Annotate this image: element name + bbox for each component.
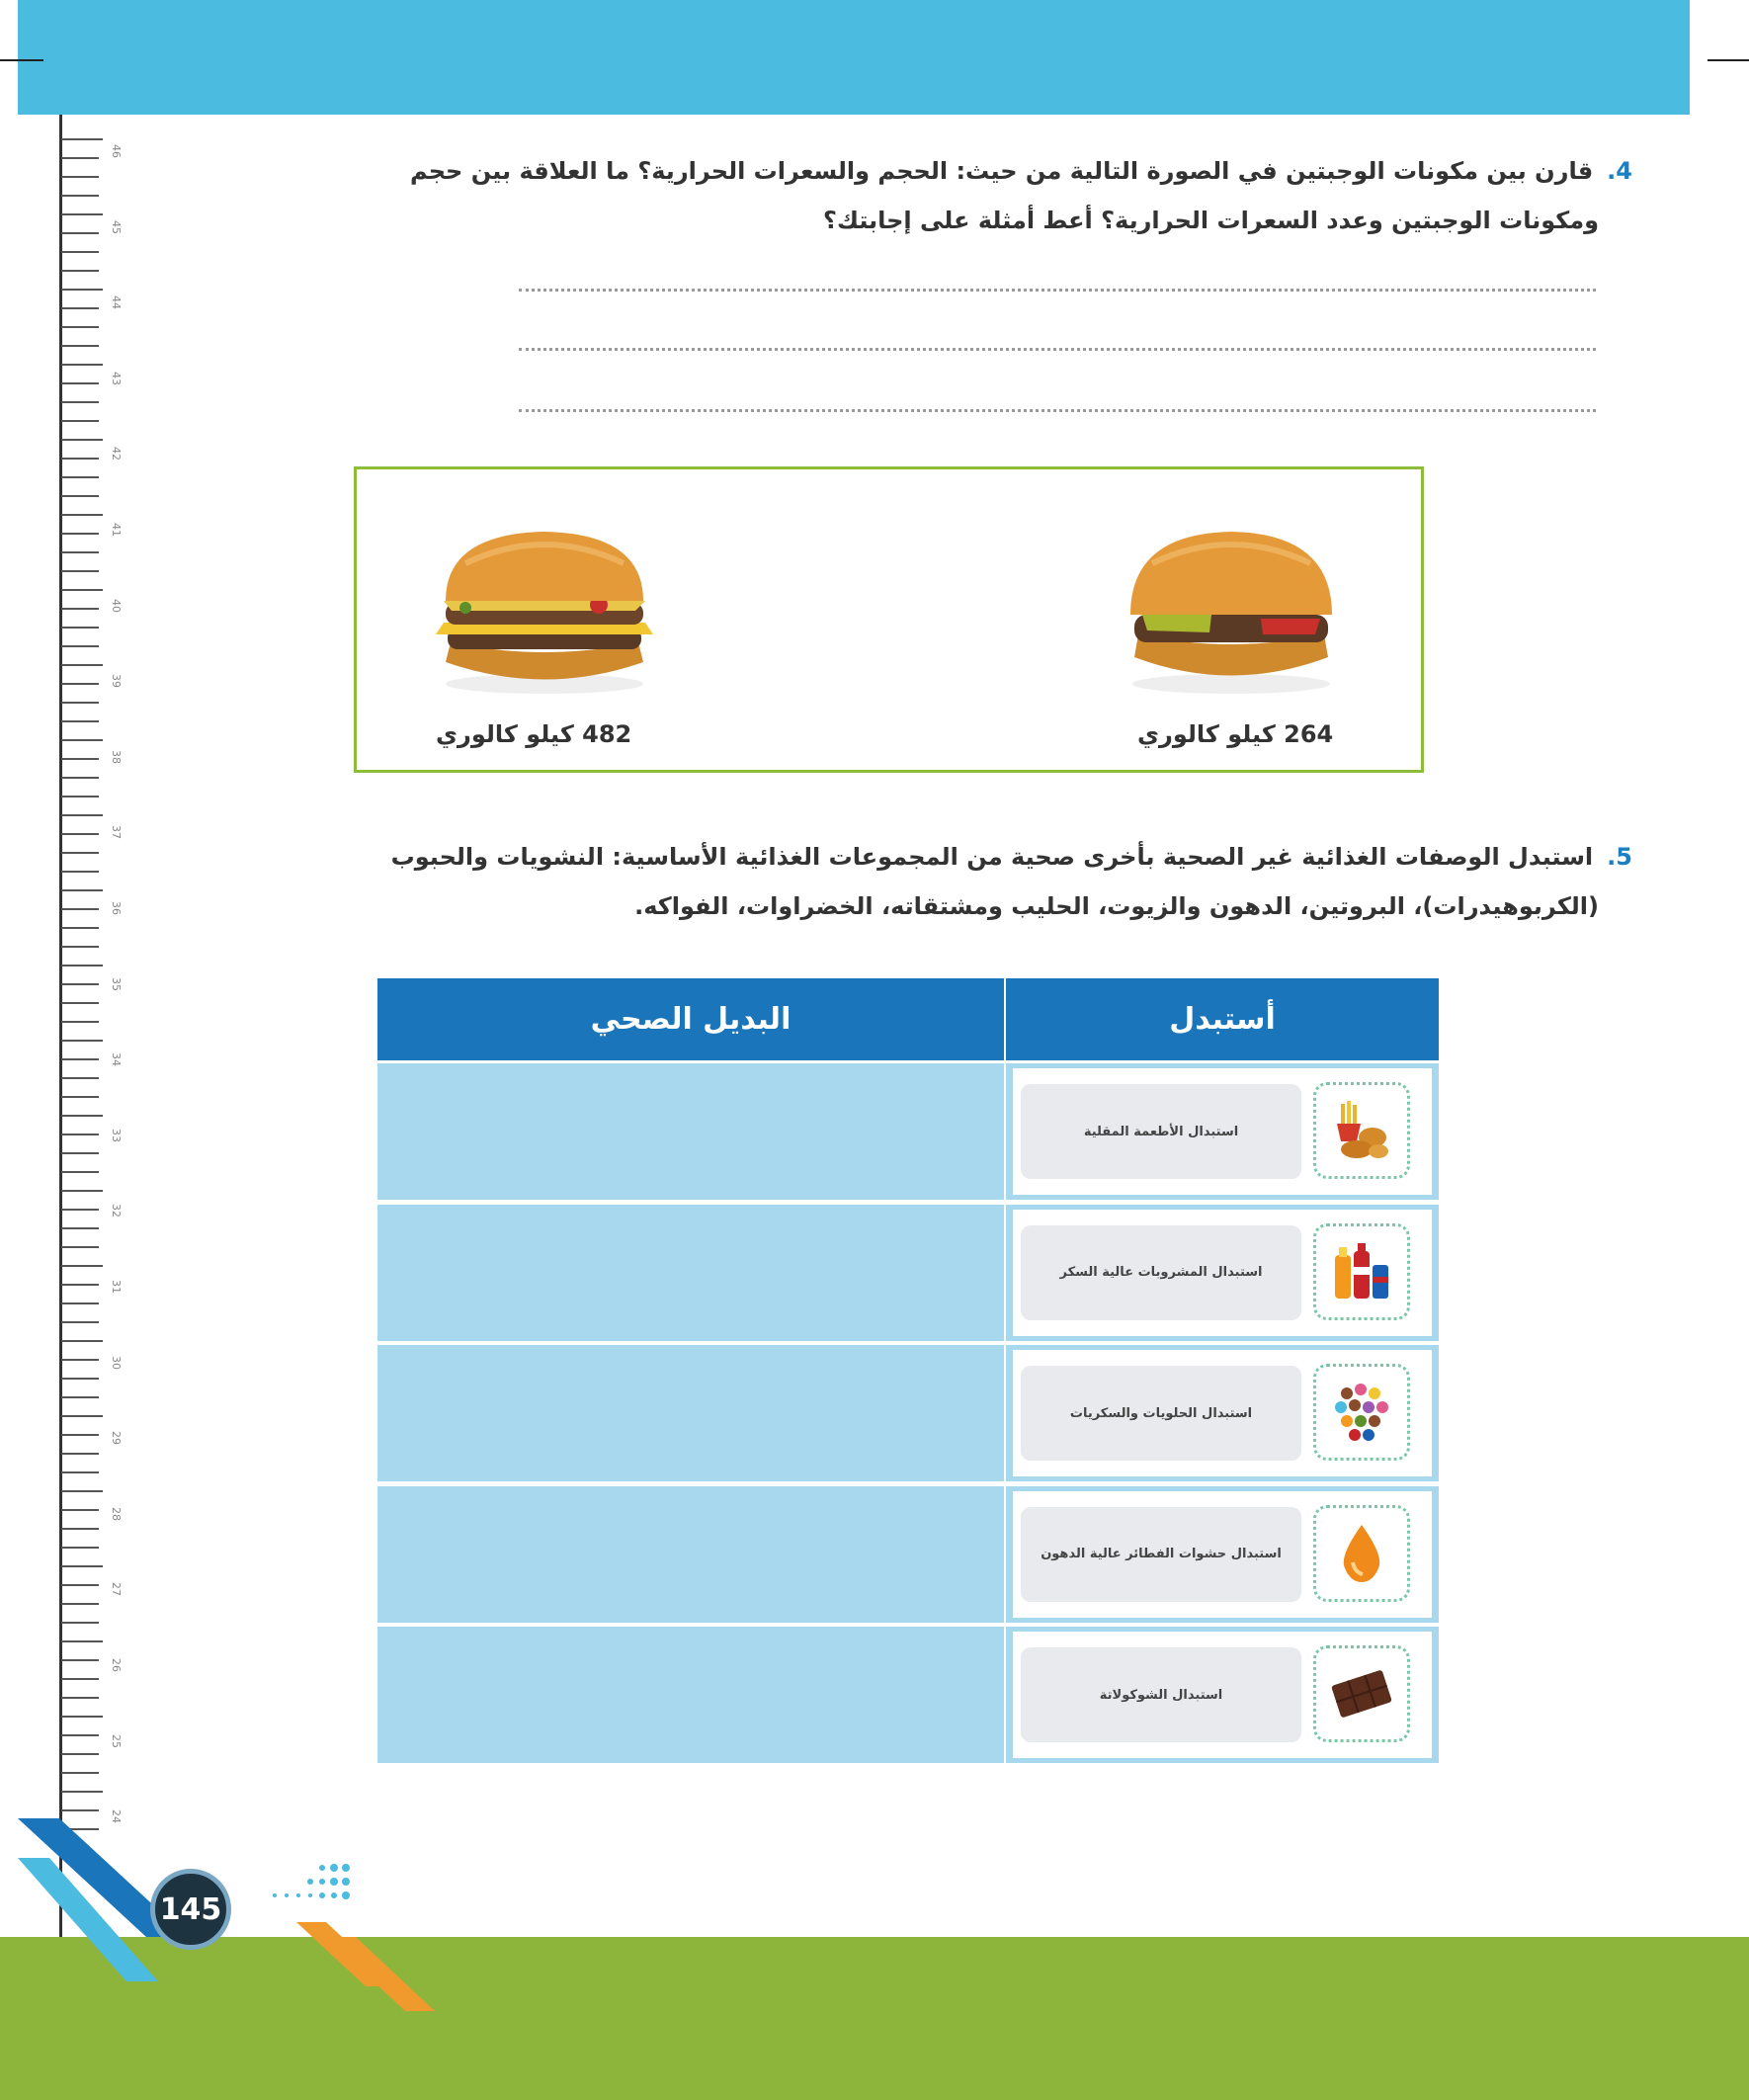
ruler-tick	[61, 1340, 103, 1342]
ruler-tick	[61, 1096, 99, 1098]
ruler-tick	[61, 908, 99, 910]
ruler-tick	[61, 1378, 99, 1380]
ruler-tick	[61, 1734, 99, 1736]
ruler-tick	[61, 608, 99, 610]
ruler-tick	[61, 1809, 99, 1811]
chocolate-icon	[1313, 1645, 1410, 1742]
healthy-alternative-cell[interactable]	[377, 1063, 1004, 1200]
question-text-line-1: قارن بين مكونات الوجبتين في الصورة التالية من حيث: الحجم والسعرات الحرارية؟ ما العلاقة بين حجم	[409, 157, 1594, 185]
ruler-tick	[61, 702, 99, 704]
replacement-table	[377, 978, 1439, 1769]
ruler-number: 45	[110, 219, 123, 234]
ruler-tick	[61, 1152, 99, 1154]
ruler-line	[59, 115, 62, 2100]
ruler-tick	[61, 1659, 99, 1661]
dots-logo-icon	[247, 1858, 356, 1917]
ruler-number: 32	[110, 1204, 123, 1218]
ruler-tick	[61, 420, 99, 422]
replace-item-card	[1013, 1350, 1432, 1476]
ruler-tick	[61, 1321, 99, 1323]
ruler-tick	[61, 1134, 99, 1135]
answer-line[interactable]	[519, 348, 1596, 351]
ruler-tick	[61, 476, 99, 478]
question-text-line-2: ومكونات الوجبتين وعدد السعرات الحرارية؟ أعط أمثلة على إجابتك؟	[823, 207, 1599, 234]
ruler-number: 30	[110, 1355, 123, 1370]
left-burger-calories: 482 كيلو كالوري	[436, 720, 632, 748]
ruler-number: 25	[110, 1733, 123, 1748]
ruler-tick	[61, 307, 99, 309]
ruler-tick	[61, 1227, 99, 1229]
ruler-tick	[61, 1115, 103, 1117]
ruler-number: 24	[110, 1809, 123, 1824]
burger-comparison-box	[354, 466, 1424, 773]
healthy-alternative-cell[interactable]	[377, 1627, 1004, 1763]
ruler-number: 36	[110, 901, 123, 915]
ruler-tick	[61, 458, 99, 460]
ruler-tick	[61, 495, 99, 497]
sweets-icon	[1313, 1364, 1410, 1461]
ruler-number: 28	[110, 1506, 123, 1521]
ruler-tick	[61, 777, 99, 779]
healthy-alternative-cell[interactable]	[377, 1345, 1004, 1481]
ruler-tick	[61, 1528, 99, 1530]
question-number: 4.	[1607, 157, 1632, 185]
question-5	[391, 832, 1632, 931]
ruler-tick	[61, 1265, 103, 1267]
ruler-tick	[61, 364, 103, 366]
replace-item-label: استبدال الأطعمة المقلية	[1021, 1084, 1301, 1179]
ruler-tick	[61, 1040, 103, 1042]
ruler-tick	[61, 1077, 99, 1079]
ruler-tick	[61, 683, 99, 685]
ruler-tick	[61, 1565, 103, 1567]
ruler-tick	[61, 965, 103, 966]
question-text-line-2: (الكربوهيدرات)، البروتين، الدهون والزيوت، الحليب ومشتقاته، الخضراوات، الفواكه.	[634, 892, 1599, 920]
ruler-tick	[61, 401, 99, 403]
answer-line[interactable]	[519, 289, 1596, 292]
ruler-tick	[61, 1190, 103, 1192]
oil-drop-icon	[1313, 1505, 1410, 1602]
ruler-number: 44	[110, 295, 123, 310]
header-replace: أستبدل	[1006, 978, 1439, 1060]
ruler-tick	[61, 157, 99, 159]
replace-item-label: استبدال المشروبات عالية السكر	[1021, 1225, 1301, 1320]
replace-item-card	[1013, 1491, 1432, 1618]
ruler-tick	[61, 289, 103, 291]
page-number: 145	[150, 1869, 231, 1950]
ruler-tick	[61, 1622, 99, 1624]
ruler-tick	[61, 1697, 99, 1699]
ruler-tick	[61, 739, 103, 741]
ruler-tick	[61, 1246, 99, 1248]
ruler-number: 43	[110, 371, 123, 385]
ruler-tick	[61, 270, 99, 272]
ruler-tick	[61, 946, 99, 948]
ruler-number: 35	[110, 976, 123, 991]
ruler-tick	[61, 1791, 103, 1793]
ruler-tick	[61, 213, 103, 215]
ruler-tick	[61, 589, 103, 591]
ruler-tick	[61, 382, 99, 384]
ruler-tick	[61, 871, 99, 873]
ruler-tick	[61, 758, 99, 760]
ruler-tick	[61, 1002, 99, 1004]
ruler-number: 46	[110, 144, 123, 158]
ruler-number: 34	[110, 1052, 123, 1067]
replace-item-card	[1013, 1210, 1432, 1336]
replace-item-cell	[1006, 1627, 1439, 1763]
replace-item-card	[1013, 1632, 1432, 1758]
ruler-tick	[61, 1716, 103, 1718]
healthy-alternative-cell[interactable]	[377, 1486, 1004, 1623]
ruler-tick	[61, 1209, 99, 1211]
ruler-tick	[61, 1302, 99, 1304]
fried-food-icon	[1313, 1082, 1410, 1179]
ruler-tick	[61, 1603, 99, 1605]
replace-item-cell	[1006, 1063, 1439, 1200]
ruler-tick	[61, 927, 99, 929]
replace-item-cell	[1006, 1345, 1439, 1481]
ruler-tick	[61, 852, 99, 854]
ruler-tick	[61, 720, 99, 722]
ruler-tick	[61, 1359, 99, 1361]
ruler-tick	[61, 889, 103, 891]
ruler-tick	[61, 627, 99, 629]
replace-item-card	[1013, 1068, 1432, 1195]
ruler-tick	[61, 1396, 99, 1398]
ruler-tick	[61, 1547, 99, 1549]
ruler-tick	[61, 176, 99, 178]
healthy-alternative-cell[interactable]	[377, 1205, 1004, 1341]
ruler-number: 37	[110, 825, 123, 840]
sugary-drinks-icon	[1313, 1223, 1410, 1320]
replace-item-label: استبدال الحلويات والسكريات	[1021, 1366, 1301, 1461]
ruler-tick	[61, 983, 99, 985]
ruler-tick	[61, 1171, 99, 1173]
replace-item-cell	[1006, 1486, 1439, 1623]
ruler-number: 29	[110, 1431, 123, 1446]
ruler-tick	[61, 1284, 99, 1286]
replace-item-label: استبدال الشوكولاتة	[1021, 1647, 1301, 1742]
ruler-number: 40	[110, 598, 123, 613]
ruler-number: 42	[110, 447, 123, 462]
ruler-number: 41	[110, 523, 123, 537]
ruler-tick	[61, 1678, 99, 1680]
ruler-tick	[61, 1471, 99, 1473]
ruler-tick	[61, 833, 99, 835]
right-burger-calories: 264 كيلو كالوري	[1137, 720, 1334, 748]
ruler-tick	[61, 345, 99, 347]
question-text-line-1: استبدل الوصفات الغذائية غير الصحية بأخرى صحية من المجموعات الغذائية الأساسية: النشويات والحبوب	[390, 843, 1594, 871]
replace-item-label: استبدال حشوات الفطائر عالية الدهون	[1021, 1507, 1301, 1602]
double-burger-image	[426, 524, 663, 697]
ruler-number: 39	[110, 674, 123, 689]
ruler-tick	[61, 814, 103, 816]
answer-line[interactable]	[519, 409, 1596, 412]
ruler-tick	[61, 664, 103, 666]
header-healthy-alternative: البديل الصحي	[377, 978, 1004, 1060]
ruler-tick	[61, 1058, 99, 1060]
ruler-tick	[61, 533, 99, 535]
replace-item-cell	[1006, 1205, 1439, 1341]
question-number: 5.	[1607, 843, 1632, 871]
ruler-tick	[61, 1453, 99, 1455]
ruler-tick	[61, 138, 103, 140]
ruler-tick	[61, 251, 99, 253]
crop-mark	[1707, 59, 1749, 61]
ruler-tick	[61, 439, 103, 441]
question-4	[410, 146, 1632, 245]
ruler-tick	[61, 1640, 103, 1642]
single-burger-image	[1113, 524, 1350, 697]
ruler-number: 38	[110, 749, 123, 764]
ruler-number: 33	[110, 1128, 123, 1142]
ruler-tick	[61, 551, 99, 553]
ruler-tick	[61, 1434, 99, 1436]
ruler-tick	[61, 1753, 99, 1755]
ruler-tick	[61, 232, 99, 234]
ruler-tick	[61, 645, 99, 647]
ruler-tick	[61, 514, 103, 516]
ruler-tick	[61, 1584, 99, 1586]
crop-mark	[0, 59, 43, 61]
ruler-number: 27	[110, 1582, 123, 1597]
ruler-tick	[61, 796, 99, 798]
ruler-tick	[61, 1772, 99, 1774]
ruler-tick	[61, 1509, 99, 1511]
ruler-tick	[61, 326, 99, 328]
ruler-tick	[61, 570, 99, 572]
header-bar	[18, 0, 1690, 115]
ruler-number: 31	[110, 1280, 123, 1294]
ruler-tick	[61, 1415, 103, 1417]
ruler-tick	[61, 1021, 99, 1023]
ruler-tick	[61, 1490, 103, 1492]
ruler-number: 26	[110, 1658, 123, 1672]
ruler-tick	[61, 195, 99, 197]
